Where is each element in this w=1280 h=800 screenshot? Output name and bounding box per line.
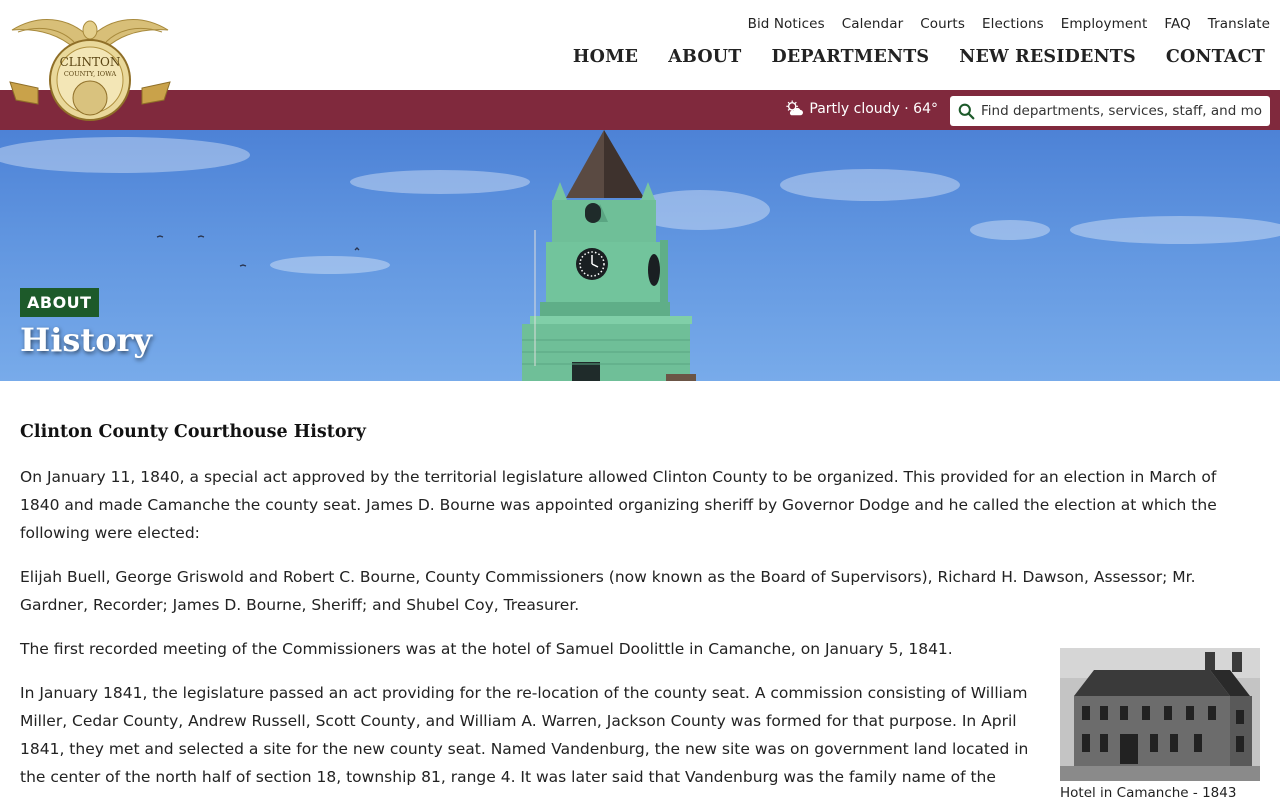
- utility-bar: [0, 90, 1280, 130]
- content-paragraph: In January 1841, the legislature passed an act providing for the re-location of the county seat. A commission consisting of William Miller, Cedar County, Andrew Russell, Scott County, and William A. Warren, Jackson County was formed for that purpose. In April 1841, they met and selected a site for the new county seat. Named Vandenburg, the new site was on government land located in the center of the north half of section 18, township 81, range 4. It was later said that Vandenburg was the family name of the: [20, 684, 1029, 786]
- weather-text: Partly cloudy · 64°: [809, 101, 938, 117]
- main-nav: [573, 47, 1265, 67]
- nav-home[interactable]: HOME: [572, 47, 639, 67]
- nav-contact[interactable]: CONTACT: [1165, 47, 1265, 67]
- logo-state-text: COUNTY, IOWA: [63, 70, 117, 78]
- utility-nav: [748, 16, 1270, 32]
- util-link-courts[interactable]: Courts: [920, 16, 965, 32]
- site-header: [0, 0, 1280, 90]
- util-link-faq[interactable]: FAQ: [1164, 16, 1191, 32]
- courthouse-tower-image: [0, 130, 1280, 381]
- weather-widget[interactable]: [785, 100, 938, 118]
- nav-departments[interactable]: DEPARTMENTS: [771, 47, 930, 67]
- county-seal-logo[interactable]: [8, 8, 172, 124]
- content-paragraph: Elijah Buell, George Griswold and Robert C. Bourne, County Commissioners (now known as the Board of Supervisors), Richard H. Dawson, Assessor; Mr. Gardner, Recorder; James D. Bourne, Sheriff; and Shubel Coy, Treasurer.: [20, 568, 1196, 614]
- logo-county-text: CLINTON: [59, 55, 121, 69]
- util-link-calendar[interactable]: Calendar: [841, 16, 904, 32]
- figure-caption: Hotel in Camanche - 1843: [1060, 785, 1237, 800]
- hotel-photo[interactable]: [1060, 648, 1260, 781]
- site-search[interactable]: [950, 96, 1270, 126]
- hero-section-tag[interactable]: ABOUT: [20, 288, 99, 317]
- util-link-elections[interactable]: Elections: [981, 16, 1044, 32]
- partly-cloudy-icon: [785, 100, 803, 118]
- content-paragraph: On January 11, 1840, a special act approved by the territorial legislature allowed Clinton County to be organized. This provided for an election in March of 1840 and made Camanche the county seat. James D. Bourne was appointed organizing sheriff by Governor Dodge and he called the election at which the following were elected:: [20, 468, 1217, 542]
- util-link-employment[interactable]: Employment: [1060, 16, 1148, 32]
- content-heading: Clinton County Courthouse History: [20, 422, 366, 442]
- content-paragraph: The first recorded meeting of the Commissioners was at the hotel of Samuel Doolittle in Camanche, on January 5, 1841.: [20, 640, 953, 658]
- search-icon[interactable]: [958, 103, 975, 120]
- page-title: History: [20, 321, 152, 359]
- nav-about[interactable]: ABOUT: [668, 47, 742, 67]
- hotel-figure: [1060, 648, 1260, 800]
- util-link-bid-notices[interactable]: Bid Notices: [747, 16, 825, 32]
- nav-new-residents[interactable]: NEW RESIDENTS: [959, 47, 1136, 67]
- search-input[interactable]: [981, 103, 1263, 119]
- hero-banner: [0, 130, 1280, 381]
- util-link-translate[interactable]: Translate: [1207, 16, 1270, 32]
